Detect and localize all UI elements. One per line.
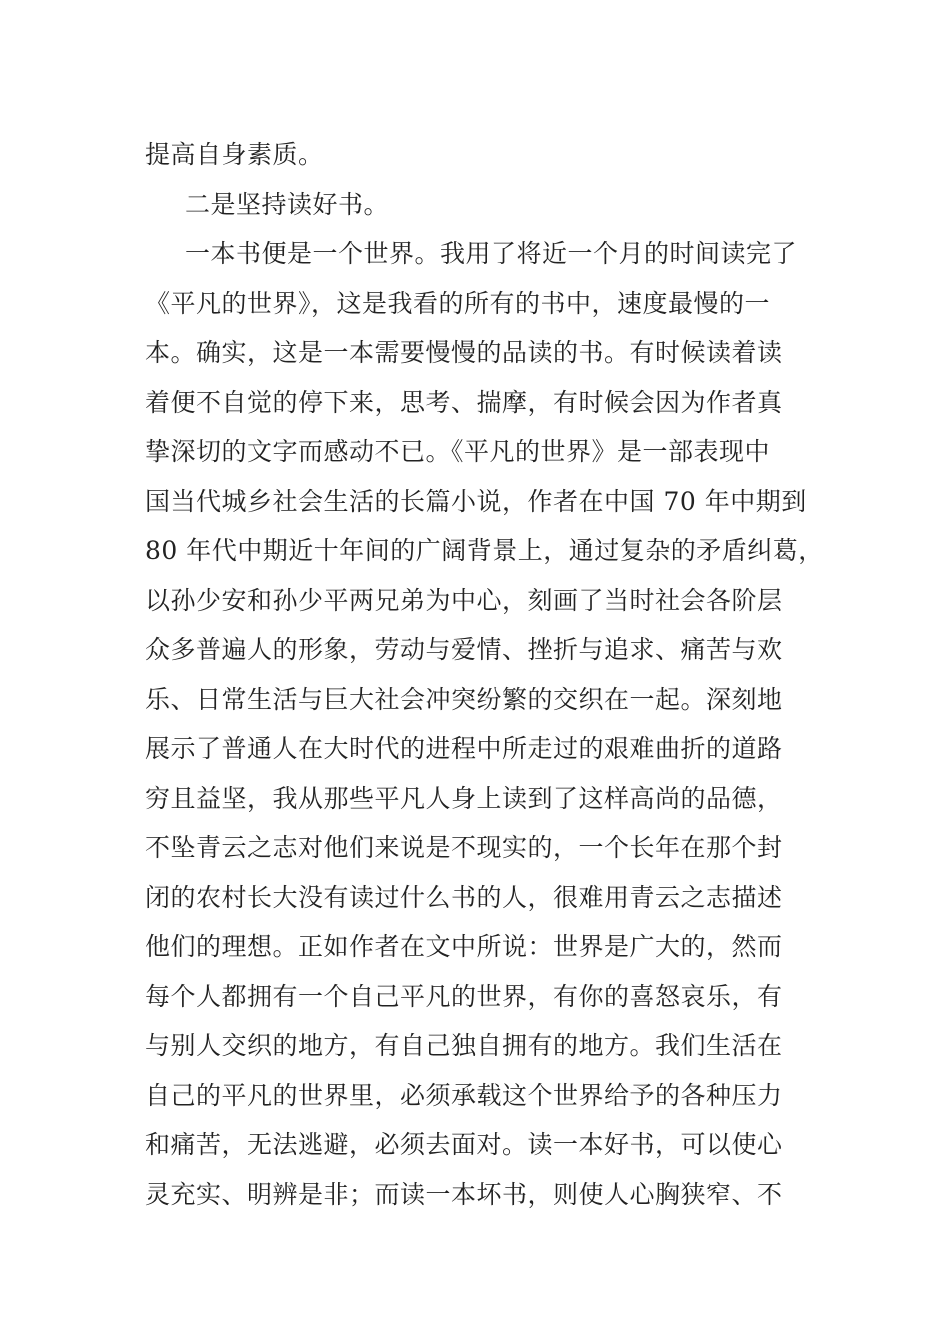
text-line: 80 年代中期近十年间的广阔背景上，通过复杂的矛盾纠葛， bbox=[145, 536, 824, 565]
text-line: 灵充实、明辨是非；而读一本坏书，则使人心胸狭窄、不 bbox=[145, 1179, 783, 1209]
text-line: 提高自身素质。 bbox=[145, 140, 324, 169]
text-line: 本。确实，这是一本需要慢慢的品读的书。有时候读着读 bbox=[145, 338, 783, 367]
document-body bbox=[145, 130, 824, 1219]
text-line: 着便不自觉的停下来，思考、揣摩，有时候会因为作者真 bbox=[145, 387, 783, 417]
text-line-indented: 一本书便是一个世界。我用了将近一个月的时间读完了 bbox=[185, 239, 798, 268]
text-line: 自己的平凡的世界里，必须承载这个世界给予的各种压力 bbox=[145, 1080, 783, 1110]
text-line: 展示了普通人在大时代的进程中所走过的艰难曲折的道路 bbox=[145, 734, 783, 763]
text-line: 乐、日常生活与巨大社会冲突纷繁的交织在一起。深刻地 bbox=[145, 684, 783, 714]
text-line: 和痛苦，无法逃避，必须去面对。读一本好书，可以使心 bbox=[145, 1130, 783, 1159]
text-line: 穷且益坚，我从那些平凡人身上读到了这样高尚的品德， bbox=[145, 783, 783, 813]
text-line: 《平凡的世界》，这是我看的所有的书中，速度最慢的一 bbox=[145, 288, 771, 318]
text-line: 众多普遍人的形象，劳动与爱情、挫折与追求、痛苦与欢 bbox=[145, 635, 783, 664]
text-line: 挚深切的文字而感动不已。《平凡的世界》是一部表现中 bbox=[145, 437, 771, 466]
text-line: 闭的农村长大没有读过什么书的人，很难用青云之志描述 bbox=[145, 882, 783, 912]
text-line-indented: 二是坚持读好书。 bbox=[185, 189, 390, 219]
text-line: 以孙少安和孙少平两兄弟为中心，刻画了当时社会各阶层 bbox=[145, 585, 783, 615]
text-line: 国当代城乡社会生活的长篇小说，作者在中国 70 年中期到 bbox=[145, 486, 807, 516]
text-line: 每个人都拥有一个自己平凡的世界，有你的喜怒哀乐，有 bbox=[145, 981, 783, 1011]
text-line: 不坠青云之志对他们来说是不现实的，一个长年在那个封 bbox=[145, 833, 783, 862]
text-line: 与别人交织的地方，有自己独自拥有的地方。我们生活在 bbox=[145, 1031, 783, 1060]
text-line: 他们的理想。正如作者在文中所说：世界是广大的，然而 bbox=[145, 932, 783, 961]
